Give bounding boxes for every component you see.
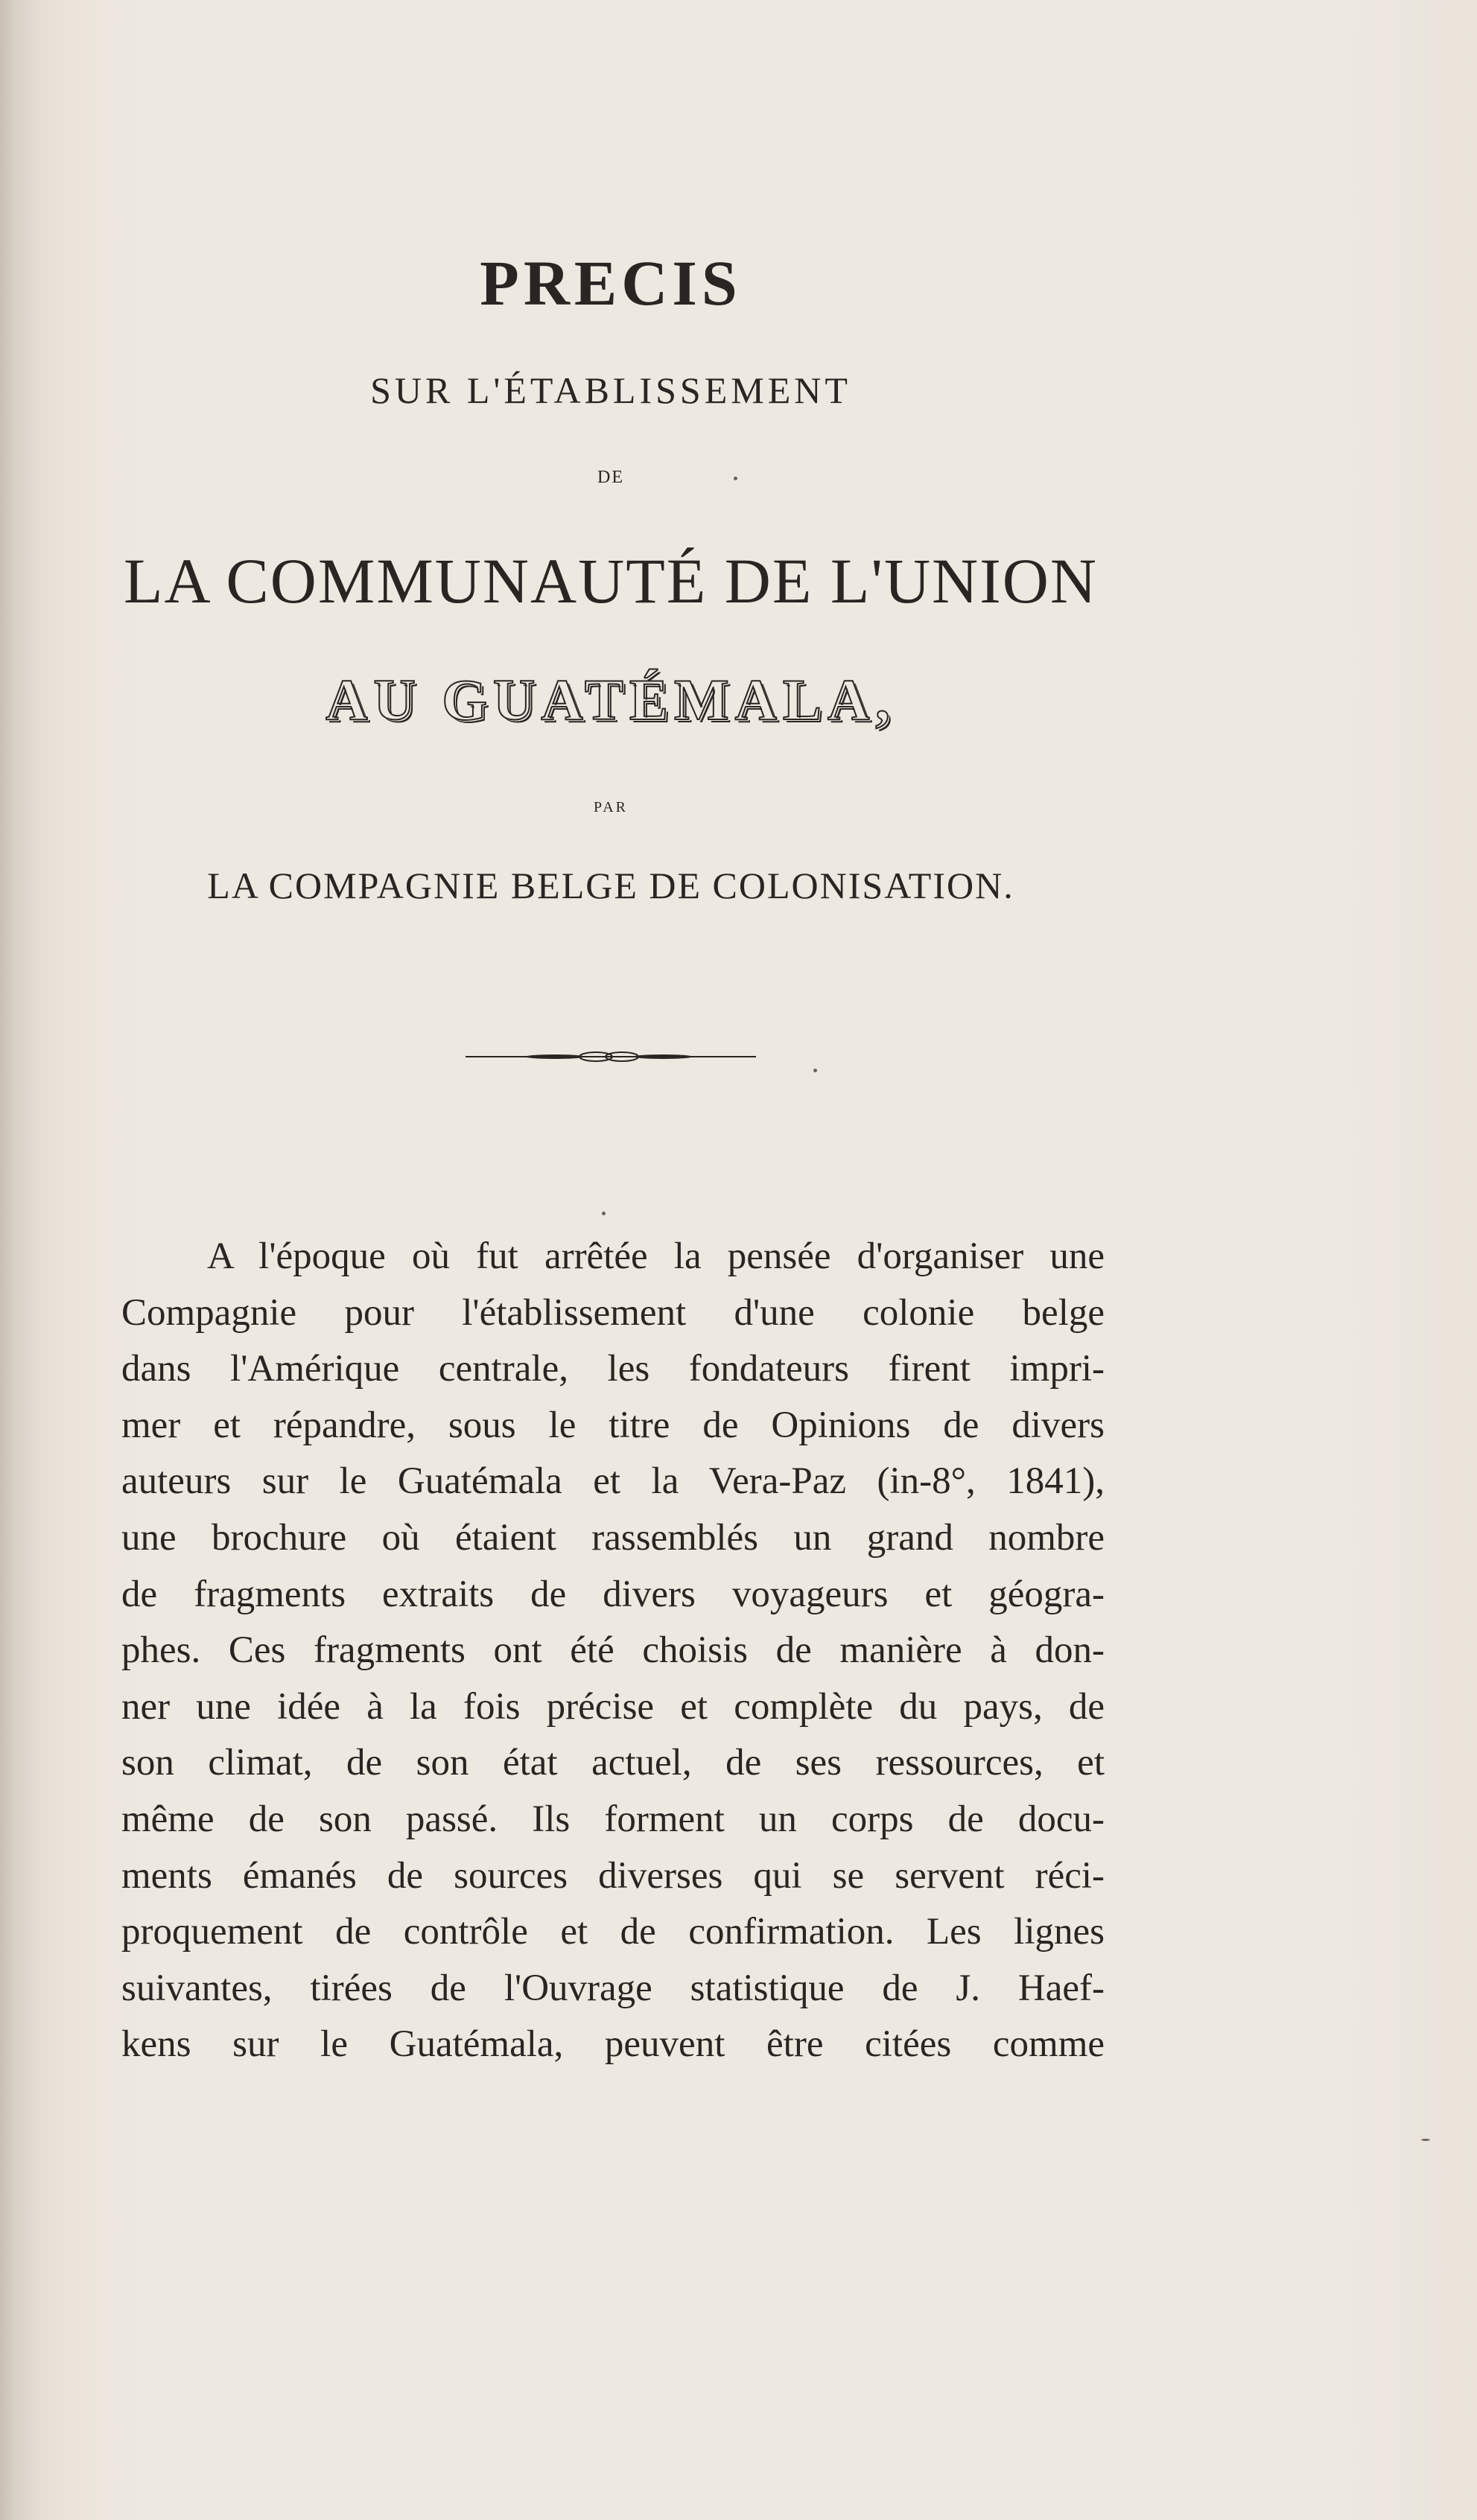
paper-speck (1421, 2139, 1430, 2141)
body-line: proquement de contrôle et de confirmation. Les lignes (121, 1911, 1105, 1953)
body-paragraph (121, 1229, 1105, 2073)
paper-speck (602, 1212, 606, 1215)
body-line: A l'époque où fut arrêtée la pensée d'organiser une (207, 1235, 1105, 1277)
paper-speck (734, 477, 737, 480)
ornamental-rule-icon (466, 1049, 756, 1064)
body-line: kens sur le Guatémala, peuvent être citées comme (121, 2023, 1105, 2066)
body-line: ner une idée à la fois précise et complète du pays, de (121, 1685, 1105, 1728)
body-line: Compagnie pour l'établissement d'une colonie belge (121, 1291, 1105, 1334)
title-par: PAR (593, 799, 629, 815)
title-communaute: LA COMMUNAUTÉ DE L'UNION (123, 545, 1099, 617)
body-line: ments émanés de sources diverses qui se servent réci- (121, 1854, 1105, 1897)
body-line: suivantes, tirées de l'Ouvrage statistique de J. Haef- (121, 1967, 1105, 2009)
title-compagnie: LA COMPAGNIE BELGE DE COLONISATION. (207, 865, 1014, 906)
body-line: une brochure où étaient rassemblés un grand nombre (121, 1516, 1105, 1559)
title-guatemala: AU GUATÉMALA, (325, 667, 896, 732)
body-line: même de son passé. Ils forment un corps de docu- (121, 1798, 1105, 1840)
body-line: dans l'Amérique centrale, les fondateurs firent impri- (121, 1348, 1105, 1390)
body-line: auteurs sur le Guatémala et la Vera-Paz (in-8°, 1841), (121, 1460, 1105, 1503)
body-line: mer et répandre, sous le titre de Opinions de divers (121, 1404, 1105, 1446)
body-line: son climat, de son état actuel, de ses ressources, et (121, 1742, 1105, 1784)
paper-speck (813, 1069, 817, 1072)
title-subtitle: SUR L'ÉTABLISSEMENT (370, 369, 851, 411)
title-de: DE (597, 468, 624, 487)
title-precis: PRECIS (480, 247, 742, 319)
body-line: phes. Ces fragments ont été choisis de manière à don- (121, 1629, 1105, 1672)
body-line: de fragments extraits de divers voyageurs et géogra- (121, 1573, 1105, 1615)
